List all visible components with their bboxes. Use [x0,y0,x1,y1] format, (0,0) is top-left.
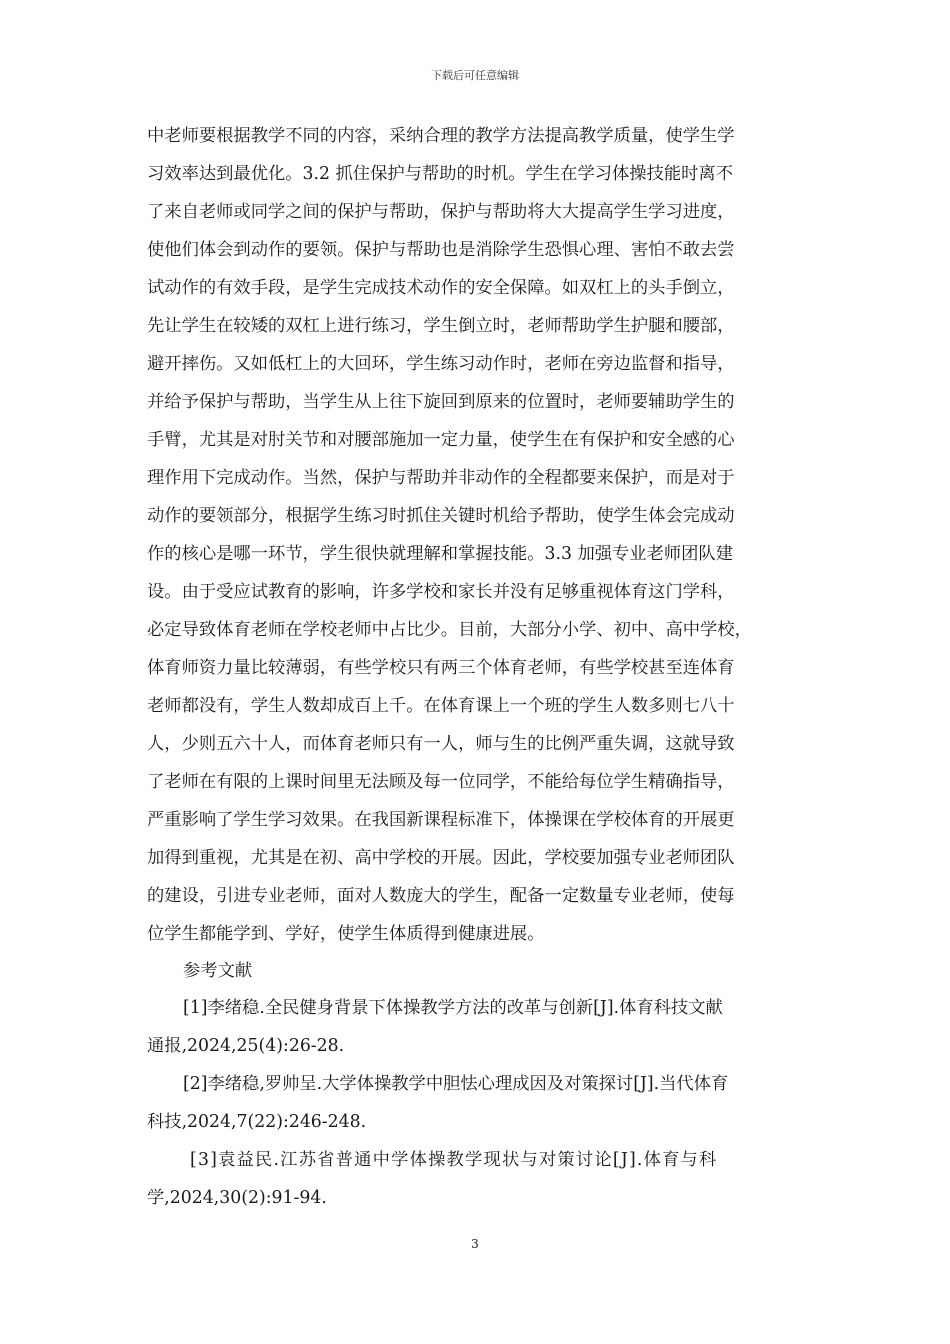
body-line: 体育师资力量比较薄弱，有些学校只有两三个体育老师，有些学校甚至连体育 [147,658,735,678]
body-line: 了老师在有限的上课时间里无法顾及每一位同学，不能给每位学生精确指导， [147,772,735,792]
body-line: 先让学生在较矮的双杠上进行练习，学生倒立时，老师帮助学生护腿和腰部， [147,316,735,336]
body-line: 人，少则五六十人，而体育老师只有一人，师与生的比例严重失调，这就导致 [147,734,735,754]
reference-line: [3]袁益民.江苏省普通中学体操教学现状与对策讨论[J].体育与科 [190,1150,718,1170]
reference-line: 科技,2024,7(22):246-248. [147,1112,367,1132]
page-number: 3 [471,1237,479,1251]
body-line: 位学生都能学到、学好，使学生体质得到健康进展。 [147,924,545,944]
body-line: 作的核心是哪一环节，学生很快就理解和掌握技能。3.3 加强专业老师团队建 [147,544,733,564]
reference-line: 通报,2024,25(4):26-28. [147,1036,345,1056]
body-line: 严重影响了学生学习效果。在我国新课程标准下，体操课在学校体育的开展更 [147,810,735,830]
body-line: 老师都没有，学生人数却成百上千。在体育课上一个班的学生人数多则七八十 [147,696,735,716]
body-line: 并给予保护与帮助，当学生从上往下旋回到原来的位置时，老师要辅助学生的 [147,392,735,412]
body-line: 的建设，引进专业老师，面对人数庞大的学生，配备一定数量专业老师，使每 [147,886,735,906]
body-line: 加得到重视，尤其是在初、高中学校的开展。因此，学校要加强专业老师团队 [147,848,735,868]
page-header: 下载后可任意编辑 [431,69,519,82]
body-line: 设。由于受应试教育的影响，许多学校和家长并没有足够重视体育这门学科， [147,582,735,602]
body-line: 使他们体会到动作的要领。保护与帮助也是消除学生恐惧心理、害怕不敢去尝 [147,240,735,260]
body-line: 手臂，尤其是对肘关节和对腰部施加一定力量，使学生在有保护和安全感的心 [147,430,735,450]
body-line: 避开摔伤。又如低杠上的大回环，学生练习动作时，老师在旁边监督和指导， [147,354,735,374]
body-line: 习效率达到最优化。3.2 抓住保护与帮助的时机。学生在学习体操技能时离不 [147,164,733,184]
references-title: 参考文献 [183,961,253,981]
reference-line: [1]李绪稳.全民健身背景下体操教学方法的改革与创新[J].体育科技文献 [183,998,723,1018]
reference-line: [2]李绪稳,罗帅呈.大学体操教学中胆怯心理成因及对策探讨[J].当代体育 [183,1074,729,1094]
body-line: 了来自老师或同学之间的保护与帮助，保护与帮助将大大提高学生学习进度， [147,202,735,222]
body-line: 必定导致体育老师在学校老师中占比少。目前，大部分小学、初中、高中学校， [147,620,752,640]
body-line: 动作的要领部分，根据学生练习时抓住关键时机给予帮助，使学生体会完成动 [147,506,735,526]
body-line: 理作用下完成动作。当然，保护与帮助并非动作的全程都要来保护，而是对于 [147,468,735,488]
body-line: 试动作的有效手段，是学生完成技术动作的安全保障。如双杠上的头手倒立， [147,278,735,298]
reference-line: 学,2024,30(2):91-94. [147,1188,327,1208]
body-line: 中老师要根据教学不同的内容，采纳合理的教学方法提高教学质量，使学生学 [147,126,735,146]
